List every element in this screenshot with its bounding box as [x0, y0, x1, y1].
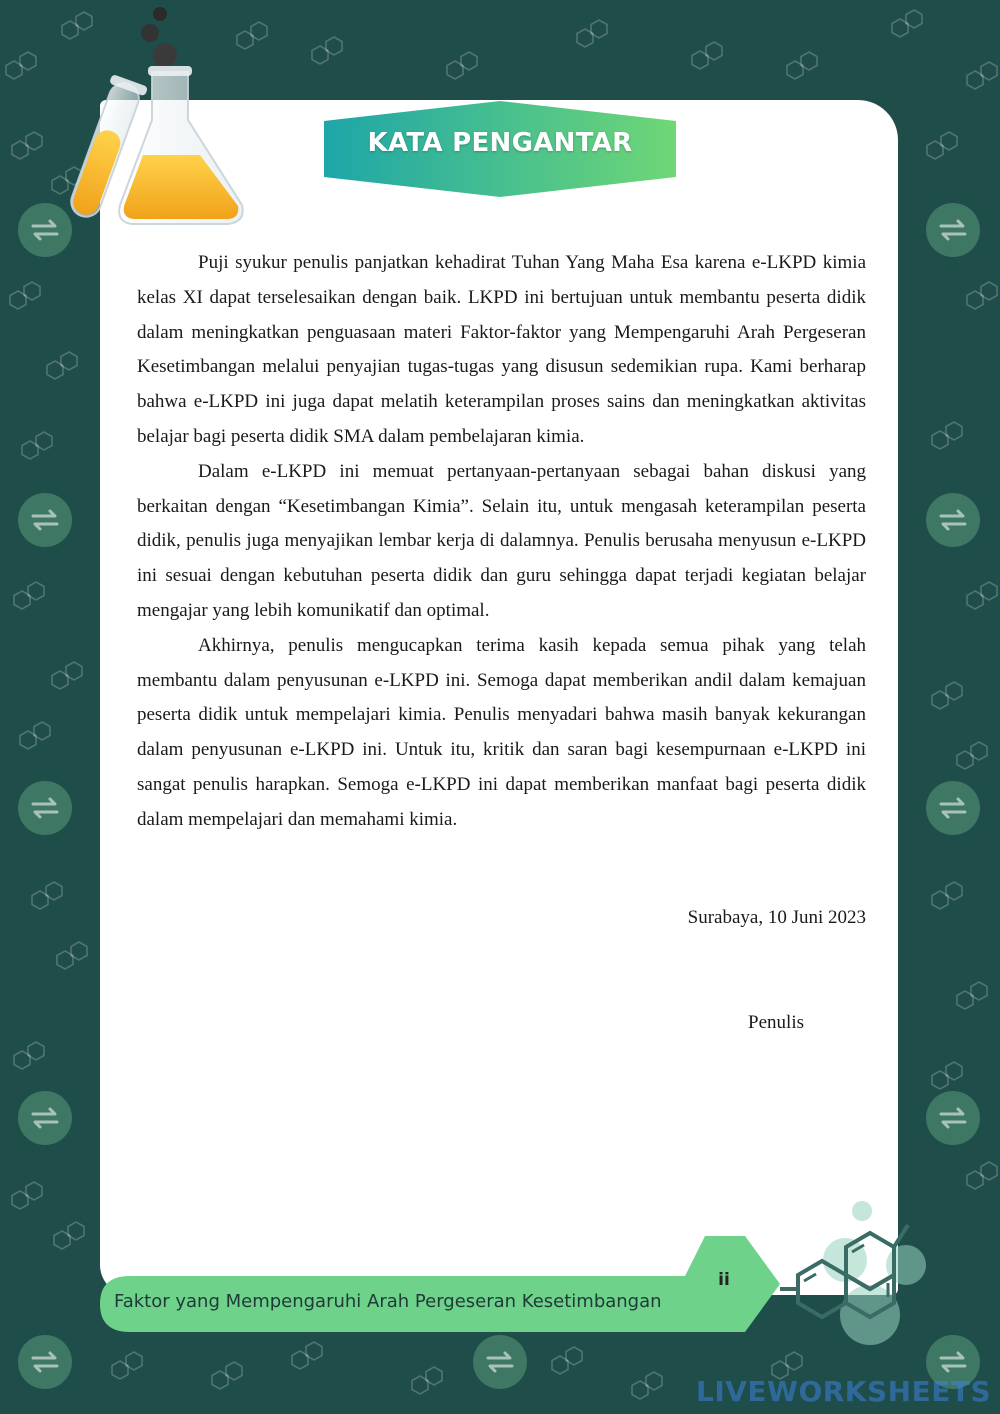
footer-title: Faktor yang Mempengaruhi Arah Pergeseran Kesetimbangan [114, 1291, 662, 1312]
paragraph: Puji syukur penulis panjatkan kehadirat Tuhan Yang Maha Esa karena e-LKPD kimia kelas XI dapat terselesaikan dengan baik. LKPD ini bertujuan untuk membantu peserta didik dalam meningkatkan penguasaan materi Faktor-faktor yang Mempengaruhi Arah Pergeseran Kesetimbangan melalui penyajian tugas-tugas yang disusun sedemikian rupa. Kami berharap bahwa e-LKPD ini juga dapat melatih keterampilan proses sains dan meningkatkan aktivitas belajar bagi peserta didik SMA dalam pembelajaran kimia. [137, 252, 866, 447]
page-title: KATA PENGANTAR [367, 128, 633, 158]
watermark-text: LIVEWORKSHEETS [696, 1374, 992, 1408]
molecule-icon [780, 1201, 926, 1345]
liveworksheets-watermark [690, 1375, 990, 1407]
place-date: Surabaya, 10 Juni 2023 [687, 907, 866, 928]
paragraph: Akhirnya, penulis mengucapkan terima kasih kepada semua pihak yang telah membantu dalam penyusunan e-LKPD ini. Semoga dapat memberikan andil dalam kemajuan peserta didik untuk mempelajari kimia. Penulis menyadari bahwa masih banyak kekurangan dalam penyusunan e-LKPD ini. Untuk itu, kritik dan saran bagi kesempurnaan e-LKPD ini sangat penulis harapkan. Semoga e-LKPD ini dapat memberikan manfaat bagi peserta didik dalam mempelajari dan memahami kimia. [137, 634, 866, 830]
preface-body [137, 246, 866, 838]
signer: Penulis [748, 1012, 804, 1033]
flask-icon [60, 0, 260, 240]
page-number: ii [718, 1270, 730, 1290]
liveworksheets-logo-icon [690, 1379, 692, 1403]
paragraph: Dalam e-LKPD ini memuat pertanyaan-pertanyaan sebagai bahan diskusi yang berkaitan dengan “Kesetimbangan Kimia”. Selain itu, untuk mengasah keterampilan peserta didik, penulis juga menyajikan lembar kerja di dalamnya. Penulis berusaha menyusun e-LKPD ini sesuai dengan kebutuhan peserta didik dan guru sehingga dapat terjadi kegiatan belajar mengajar yang lebih komunikatif dan optimal. [137, 460, 866, 621]
